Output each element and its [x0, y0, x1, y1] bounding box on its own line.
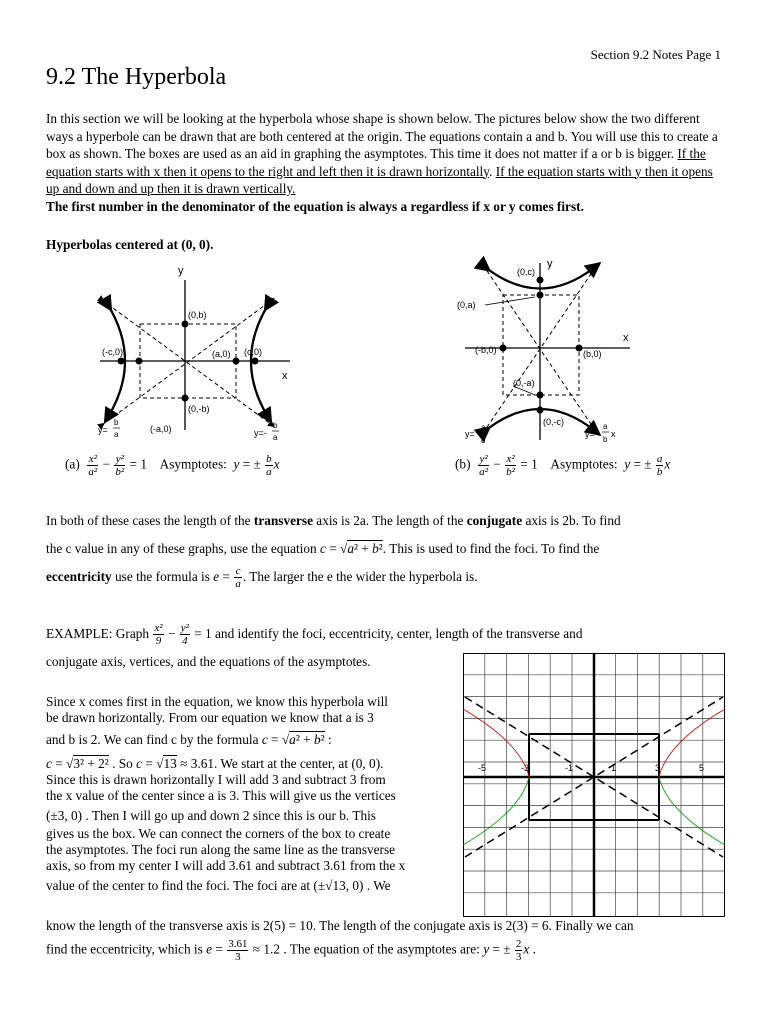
svg-text:5: 5: [699, 763, 705, 773]
svg-text:b: b: [273, 421, 278, 430]
svg-text:-3: -3: [521, 763, 530, 773]
svg-text:(0,a): (0,a): [457, 300, 476, 310]
svg-text:(0,-a): (0,-a): [513, 378, 535, 388]
svg-text:a: a: [273, 433, 278, 442]
svg-text:y: y: [547, 258, 553, 270]
fig-a-label: (0,-b): [188, 404, 210, 414]
svg-text:b: b: [603, 435, 608, 444]
svg-text:(-b,0): (-b,0): [475, 345, 497, 355]
intro-bold: The first number in the denominator of the equation is always a regardless if x or y comes first.: [46, 198, 584, 214]
svg-text:a: a: [481, 423, 486, 432]
svg-text:y=-: y=-: [585, 429, 598, 439]
svg-text:b: b: [114, 418, 119, 427]
svg-text:1: 1: [611, 763, 617, 773]
svg-text:y=: y=: [98, 425, 108, 435]
svg-text:a: a: [603, 422, 608, 431]
svg-text:x: x: [611, 429, 616, 439]
definitions-paragraph: In both of these cases the length of the transverse axis is 2a. The length of the conjugate axis is 2b. To find the c value in any of these graphs, use the equation c = √a² + b². This is used to find the foci. To find the eccentricity use the formula is e = $\frac{c}{a}$ . The larger the e the wider the hyperbola is.: [46, 513, 621, 591]
intro-paragraph: [46, 110, 726, 215]
body-line-12: know the length of the transverse axis is 2(5) = 10. The length of the conjugate axis is 2(3) = 6. Finally we can: [46, 918, 634, 933]
example-paragraph: EXAMPLE: Graph $\frac{\text{x²}}{9}$ − $\frac{\text{y²}}{4}$ = 1 and identify the foci, eccentricity, center, length of the transverse and conjugate axis, vertices, and the equations of the asymptotes.: [46, 622, 583, 669]
page-header: Section 9.2 Notes Page 1: [590, 47, 721, 62]
svg-text:y=: y=: [465, 429, 475, 439]
intro-text: In this section we will be looking at the hyperbola whose shape is shown below. The pictures below show the two different ways a hyperbole can be drawn that are both centered at the origin. The equations contain a and b. You will use this to create a box as shown. The boxes are used as an aid in graphing the asymptotes. This time it does not matter if a or b is bigger.: [46, 111, 718, 161]
figure-b-vertical-hyperbola: [455, 255, 645, 447]
fig-a-label: (-a,0): [150, 424, 172, 434]
figure-a-horizontal-hyperbola: [90, 260, 310, 445]
fig-a-label: (-c,0): [102, 347, 123, 357]
body-line-13: find the eccentricity, which is e = $\frac{3.61}{3}$ ≈ 1.2 . The equation of the asymptotes are: y = ± $\frac{2}{3}$ x .: [46, 938, 536, 963]
page-title: 9.2 The Hyperbola: [46, 64, 227, 90]
svg-text:-1: -1: [565, 763, 574, 773]
svg-text:b: b: [481, 436, 486, 445]
intro-mid: .: [489, 163, 496, 179]
svg-text:(0,c): (0,c): [517, 267, 535, 277]
fig-a-label: (a,0): [212, 349, 231, 359]
svg-text:a: a: [114, 430, 119, 439]
fig-a-label: x: [282, 370, 288, 382]
equation-a: (a) $\frac{\text{x²}}{\text{a²}}$ − $\frac{\text{y²}}{\text{b²}}$ = 1 Asymptotes: y = ± $\frac{b}{a}$ x: [65, 453, 280, 478]
fig-a-label: (0,b): [188, 310, 207, 320]
example-graph: [463, 653, 725, 917]
svg-text:(0,-c): (0,-c): [543, 417, 564, 427]
intro-underline-1: If the equation starts with x then it opens to the right and left then it is drawn horizontally: [46, 146, 706, 179]
fig-a-label: y: [178, 265, 184, 277]
subheading: Hyperbolas centered at (0, 0).: [46, 237, 214, 252]
svg-text:-5: -5: [478, 763, 487, 773]
intro-underline-2: If the equation starts with y then it opens up and down and up then it is drawn vertically.: [46, 163, 713, 196]
fig-a-label: (c,0): [244, 347, 262, 357]
equation-b: (b) $\frac{\text{y²}}{\text{a²}}$ − $\frac{\text{x²}}{\text{b²}}$ = 1 Asymptotes: y = ± $\frac{a}{b}$ x: [455, 453, 671, 478]
svg-text:x: x: [623, 332, 629, 344]
svg-text:3: 3: [655, 763, 661, 773]
svg-text:(b,0): (b,0): [583, 349, 602, 359]
example-solution: Since x comes first in the equation, we know this hyperbola will be drawn horizontally. From our equation we know that a is 3 and b is 2. We can find c by the formula c = √a² + b² : c = √3² + 2² . So c = √13 ≈ 3.61. We start at the center, at (0, 0). Since this is drawn horizontally I will add 3 and subtract 3 from the x value of the center since a is 3. This will give us the vertices (±3, 0) . Then I will go up and down 2 since this is our b. This gives us the box. We can connect the corners of the box to create the asymptotes. The foci run along the same line as the transverse axis, so from my center I will add 3.61 and subtract 3.61 from the x value of the center to find the foci. The foci are at (±√13, 0) . We: [46, 694, 406, 893]
svg-text:y=-: y=-: [254, 428, 267, 438]
